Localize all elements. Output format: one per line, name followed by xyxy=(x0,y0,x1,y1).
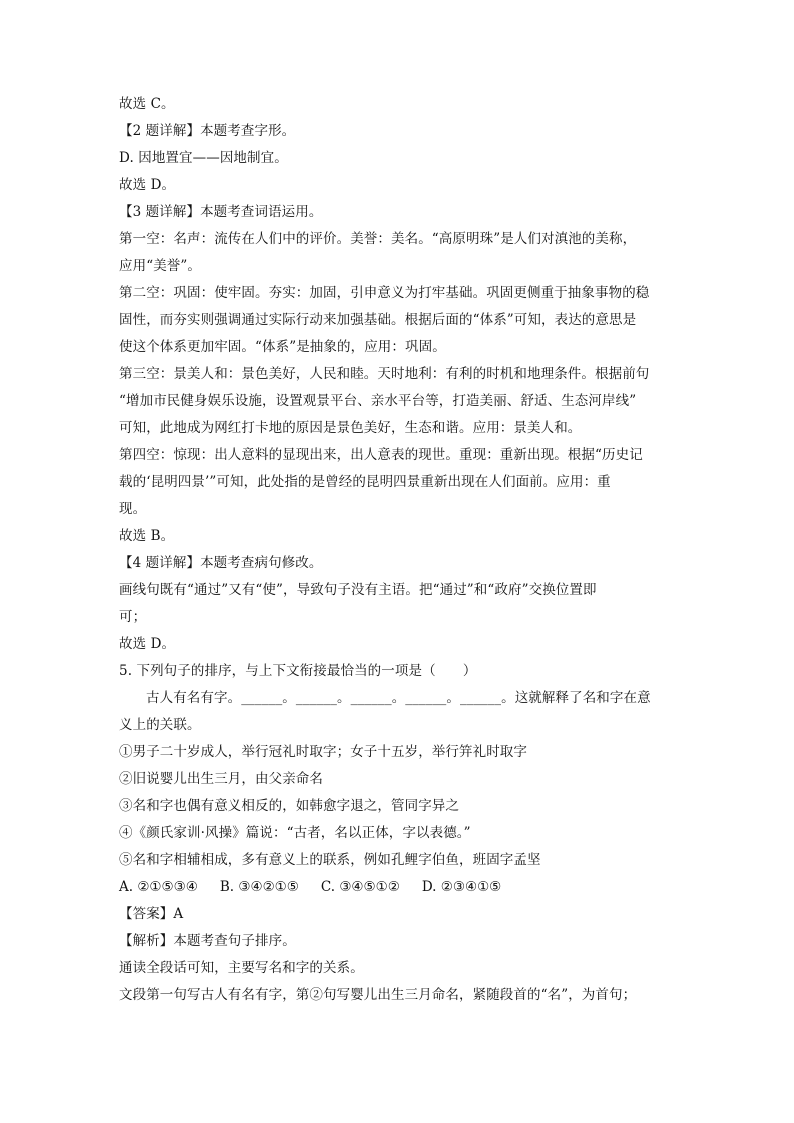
option-b: B. ③④②①⑤ xyxy=(219,879,299,895)
text-line: 可； xyxy=(119,609,147,625)
text-line: D. 因地置宜——因地制宜。 xyxy=(119,150,288,166)
sentence-item: ③名和字也偶有意义相反的，如韩愈字退之，管同字异之 xyxy=(119,798,459,814)
answer-options xyxy=(119,877,675,897)
text-line: 使这个体系更加牢固。“体系”是抽象的，应用：巩固。 xyxy=(119,339,446,355)
analysis-heading: 【解析】本题考查句子排序。 xyxy=(119,933,296,949)
answer-line: 【答案】A xyxy=(119,906,184,922)
sentence-item: ④《颜氏家训·风操》篇说：“古者，名以正体，字以表德。” xyxy=(119,825,471,841)
question-stem: 5. 下列句子的排序，与上下文衔接最恰当的一项是（ ） xyxy=(119,663,477,679)
document-body xyxy=(119,94,675,1012)
option-c: C. ③④⑤①② xyxy=(320,879,400,895)
text-line: “增加市民健身娱乐设施，设置观景平台、亲水平台等，打造美丽、舒适、生态河岸线” xyxy=(119,393,637,409)
text-line: 第二空：巩固：使牢固。夯实：加固，引申意义为打牢基础。巩固更侧重于抽象事物的稳 xyxy=(119,285,650,301)
text-line: 故选 C。 xyxy=(119,96,175,112)
text-line: 故选 D。 xyxy=(119,636,176,652)
option-d: D. ②③④①⑤ xyxy=(421,879,502,895)
text-line: 第一空：名声：流传在人们中的评价。美誉：美名。“高原明珠”是人们对滇池的美称， xyxy=(119,231,637,247)
sentence-item: ⑤名和字相辅相成，多有意义上的联系，例如孔鲤字伯鱼，班固字孟坚 xyxy=(119,852,541,868)
sentence-item: ①男子二十岁成人，举行冠礼时取字；女子十五岁，举行笄礼时取字 xyxy=(119,744,527,760)
text-line: 文段第一句写古人有名有字，第②句写婴儿出生三月命名，紧随段首的“名”，为首句； xyxy=(119,987,637,1003)
section-heading: 【3 题详解】本题考查词语运用。 xyxy=(119,204,323,220)
text-line: 通读全段话可知，主要写名和字的关系。 xyxy=(119,960,364,976)
text-line: 故选 B。 xyxy=(119,528,175,544)
text-line: 现。 xyxy=(119,501,147,517)
text-line: 画线句既有“通过”又有“使”，导致句子没有主语。把“通过”和“政府”交换位置即 xyxy=(119,582,597,598)
text-line: 可知，此地成为网红打卡地的原因是景色美好，生态和谐。应用：景美人和。 xyxy=(119,420,582,436)
passage-line: 义上的关联。 xyxy=(119,717,201,733)
option-a: A. ②①⑤③④ xyxy=(119,879,198,895)
sentence-item: ②旧说婴儿出生三月，由父亲命名 xyxy=(119,771,323,787)
text-line: 第四空：惊现：出人意料的显现出来，出人意表的现世。重现：重新出现。根据“历史记 xyxy=(119,447,643,463)
text-line: 载的‘昆明四景’”可知，此处指的是曾经的昆明四景重新出现在人们面前。应用：重 xyxy=(119,474,611,490)
text-line: 应用“美誉”。 xyxy=(119,258,202,274)
section-heading: 【2 题详解】本题考查字形。 xyxy=(119,123,296,139)
passage-line: 古人有名有字。______。______。______。______。______。这就解释了名和字在意 xyxy=(146,690,651,706)
text-line: 故选 D。 xyxy=(119,177,176,193)
text-line: 第三空：景美人和：景色美好，人民和睦。天时地利：有利的时机和地理条件。根据前句 xyxy=(119,366,650,382)
text-line: 固性，而夯实则强调通过实际行动来加强基础。根据后面的“体系”可知，表达的意思是 xyxy=(119,312,637,328)
section-heading: 【4 题详解】本题考查病句修改。 xyxy=(119,555,323,571)
